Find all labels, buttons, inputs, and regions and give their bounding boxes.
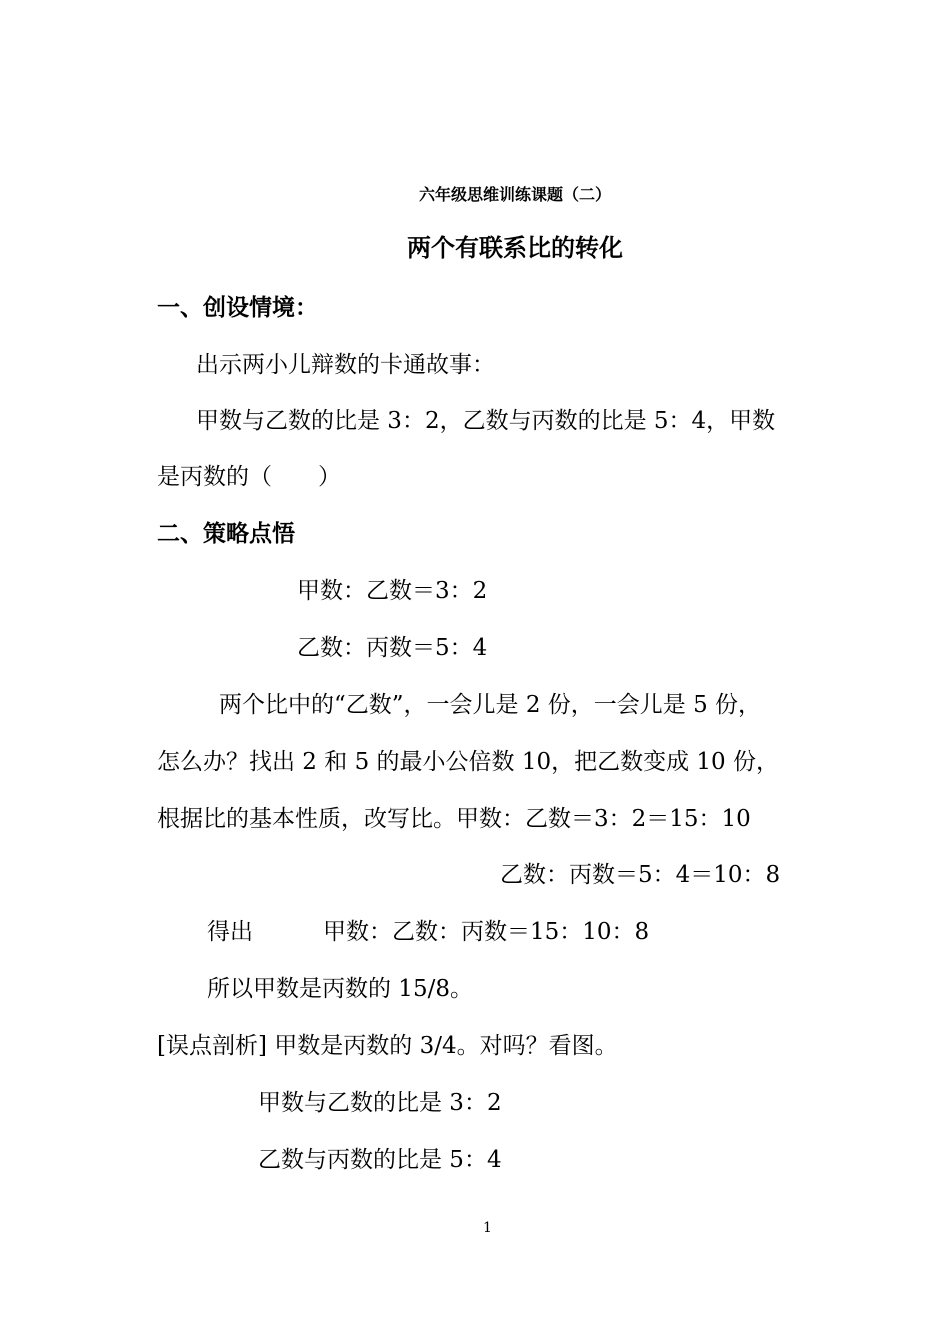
- page-number: 1: [483, 1220, 492, 1236]
- restate-2: 乙数与丙数的比是 5：4: [258, 1147, 502, 1173]
- restate-1: 甲数与乙数的比是 3：2: [258, 1090, 502, 1116]
- problem-line-1: 甲数与乙数的比是 3：2，乙数与丙数的比是 5：4，甲数: [196, 408, 776, 434]
- document-subtitle: 六年级思维训练课题（二）: [418, 185, 611, 204]
- problem-line-2: 是丙数的（ ）: [157, 464, 341, 490]
- section1-intro: 出示两小儿辩数的卡通故事：: [196, 352, 495, 378]
- explain-line-2: 怎么办？找出 2 和 5 的最小公倍数 10，把乙数变成 10 份，: [157, 749, 779, 775]
- section2-heading: 二、策略点悟: [157, 521, 295, 547]
- ratio-2: 乙数：丙数＝5：4: [297, 635, 488, 661]
- explain-line-4: 乙数：丙数＝5：4＝10：8: [500, 862, 781, 888]
- section1-heading: 一、创设情境：: [157, 295, 318, 321]
- conclusion: 所以甲数是丙数的 15/8。: [207, 976, 473, 1002]
- error-analysis: [误点剖析] 甲数是丙数的 3/4。对吗？看图。: [157, 1033, 618, 1059]
- result-label: 得出: [207, 919, 253, 945]
- ratio-1: 甲数：乙数＝3：2: [297, 578, 488, 604]
- document-title: 两个有联系比的转化: [407, 234, 623, 262]
- explain-line-3: 根据比的基本性质，改写比。甲数：乙数＝3：2＝15：10: [157, 806, 751, 832]
- result-ratio: 甲数：乙数：丙数＝15：10：8: [323, 919, 650, 945]
- explain-line-1: 两个比中的“乙数”，一会儿是 2 份，一会儿是 5 份，: [219, 692, 762, 718]
